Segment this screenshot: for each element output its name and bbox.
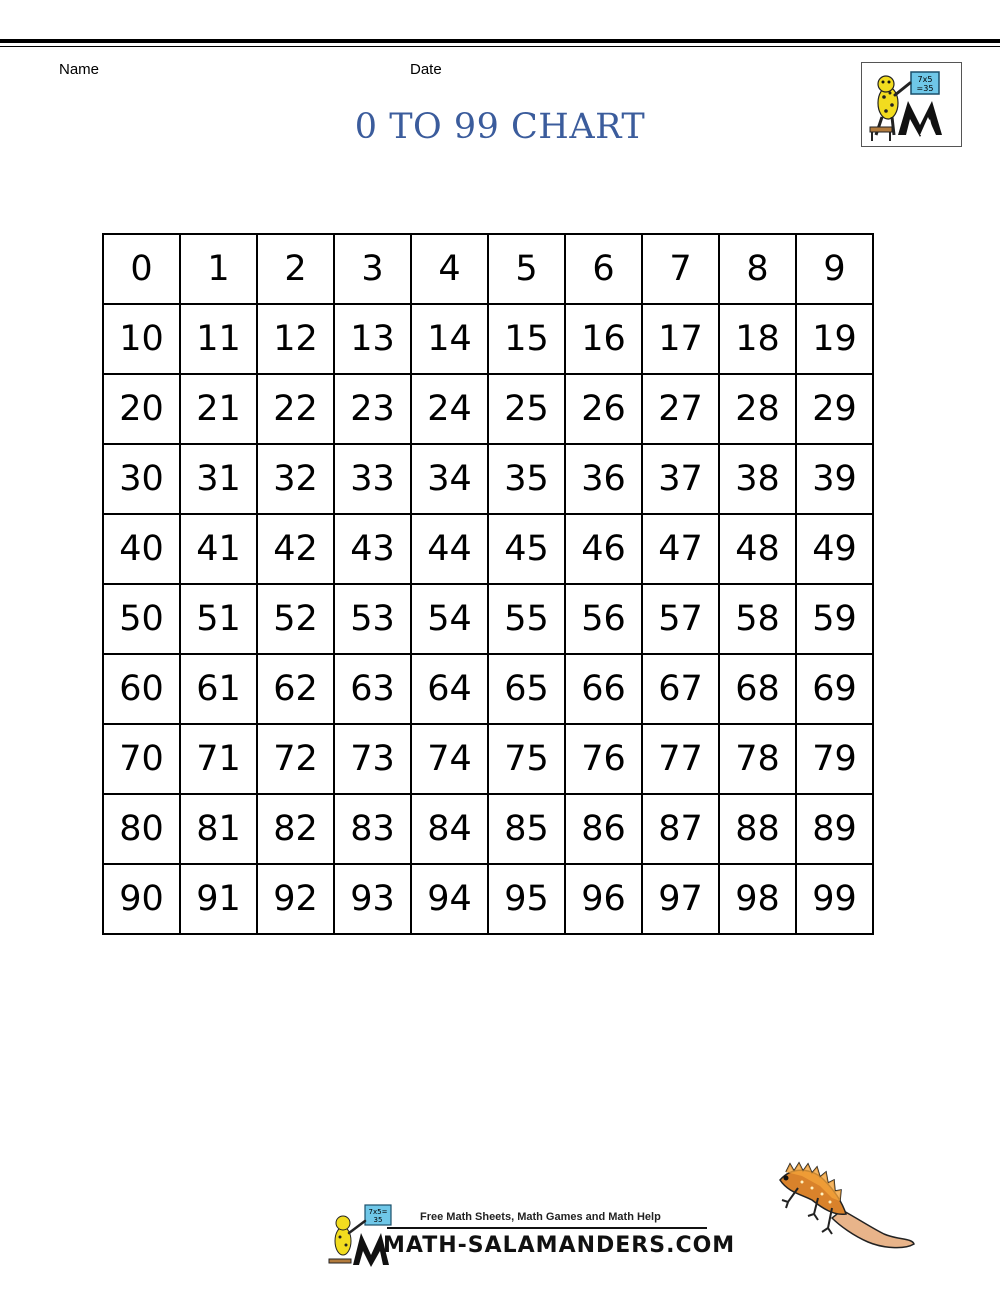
chart-cell — [565, 304, 642, 374]
chart-cell — [719, 304, 796, 374]
chart-cell — [796, 374, 873, 444]
chart-cell — [565, 794, 642, 864]
chart-cell — [103, 794, 180, 864]
chart-cell — [411, 794, 488, 864]
chart-cell-number: 11 — [196, 318, 241, 359]
chart-cell-number: 36 — [581, 458, 626, 499]
chart-cell — [642, 584, 719, 654]
chart-cell-number: 94 — [427, 878, 472, 919]
chart-cell — [565, 234, 642, 304]
chart-cell-number: 29 — [812, 388, 857, 429]
chart-cell — [796, 304, 873, 374]
name-label: Name — [59, 61, 100, 78]
chart-cell-number: 58 — [735, 598, 780, 639]
chart-cell — [565, 514, 642, 584]
chart-cell — [257, 234, 334, 304]
chart-cell-number: 10 — [119, 318, 164, 359]
chart-cell-number: 12 — [273, 318, 318, 359]
chart-cell-number: 24 — [427, 388, 472, 429]
chart-cell — [334, 234, 411, 304]
chart-cell-number: 59 — [812, 598, 857, 639]
chart-cell — [257, 654, 334, 724]
chart-cell — [642, 514, 719, 584]
chart-cell-number: 42 — [273, 528, 318, 569]
chart-cell — [488, 794, 565, 864]
chart-cell-number: 78 — [735, 738, 780, 779]
chart-cell-number: 74 — [427, 738, 472, 779]
chart-cell — [719, 514, 796, 584]
footer-site-name: MATH-SALAMANDERS.COM — [383, 1233, 736, 1258]
chart-cell-number: 55 — [504, 598, 549, 639]
chart-cell-number: 25 — [504, 388, 549, 429]
chart-cell — [411, 234, 488, 304]
chart-cell — [180, 724, 257, 794]
chart-cell — [488, 584, 565, 654]
chart-cell-number: 92 — [273, 878, 318, 919]
chart-cell — [103, 584, 180, 654]
number-chart — [102, 233, 874, 935]
chart-cell — [180, 794, 257, 864]
chart-cell-number: 77 — [658, 738, 703, 779]
chart-cell-number: 1 — [207, 248, 230, 289]
chart-cell-number: 17 — [658, 318, 703, 359]
chart-cell-number: 8 — [746, 248, 769, 289]
chart-row — [103, 584, 873, 654]
chart-cell — [565, 864, 642, 934]
chart-cell — [334, 444, 411, 514]
chart-cell-number: 9 — [823, 248, 846, 289]
date-label: Date — [410, 61, 442, 78]
chart-cell — [642, 864, 719, 934]
chart-cell-number: 80 — [119, 808, 164, 849]
chart-cell-number: 4 — [438, 248, 461, 289]
chart-cell-number: 38 — [735, 458, 780, 499]
chart-cell — [488, 514, 565, 584]
chart-cell-number: 26 — [581, 388, 626, 429]
chart-cell — [411, 444, 488, 514]
chart-cell-number: 35 — [504, 458, 549, 499]
chart-cell — [103, 374, 180, 444]
chart-cell — [334, 794, 411, 864]
chart-cell-number: 89 — [812, 808, 857, 849]
chart-cell-number: 57 — [658, 598, 703, 639]
top-rule-thick — [0, 39, 1000, 43]
chart-cell — [565, 374, 642, 444]
chart-cell-number: 84 — [427, 808, 472, 849]
chart-cell-number: 79 — [812, 738, 857, 779]
chart-cell — [642, 654, 719, 724]
chart-cell — [411, 304, 488, 374]
chart-cell — [642, 304, 719, 374]
chart-cell — [488, 864, 565, 934]
chart-cell-number: 61 — [196, 668, 241, 709]
chart-cell — [257, 444, 334, 514]
footer-board-top-text: 7x5= — [368, 1208, 388, 1216]
chart-cell-number: 70 — [119, 738, 164, 779]
chart-row — [103, 304, 873, 374]
footer-board-bottom-text: 35 — [373, 1216, 383, 1224]
chart-cell-number: 5 — [515, 248, 538, 289]
chart-cell-number: 27 — [658, 388, 703, 429]
chart-cell-number: 44 — [427, 528, 472, 569]
chart-cell-number: 91 — [196, 878, 241, 919]
chart-cell — [103, 724, 180, 794]
chart-cell-number: 41 — [196, 528, 241, 569]
chart-cell — [257, 514, 334, 584]
chart-cell — [796, 444, 873, 514]
chart-cell-number: 75 — [504, 738, 549, 779]
chart-cell-number: 96 — [581, 878, 626, 919]
chart-cell — [719, 654, 796, 724]
chart-cell-number: 88 — [735, 808, 780, 849]
chart-cell — [180, 514, 257, 584]
chart-cell — [411, 514, 488, 584]
chart-cell — [103, 864, 180, 934]
chart-cell — [642, 724, 719, 794]
chart-cell-number: 52 — [273, 598, 318, 639]
chart-cell — [334, 654, 411, 724]
chart-row — [103, 864, 873, 934]
chart-cell-number: 23 — [350, 388, 395, 429]
chart-cell — [488, 654, 565, 724]
chart-cell-number: 97 — [658, 878, 703, 919]
chart-cell — [257, 794, 334, 864]
chart-cell-number: 48 — [735, 528, 780, 569]
chart-cell — [642, 374, 719, 444]
chart-cell-number: 47 — [658, 528, 703, 569]
top-rule-thin — [0, 46, 1000, 47]
chart-cell — [334, 374, 411, 444]
chart-cell-number: 7 — [669, 248, 692, 289]
chart-cell-number: 73 — [350, 738, 395, 779]
chart-cell-number: 93 — [350, 878, 395, 919]
chart-cell-number: 28 — [735, 388, 780, 429]
chart-cell-number: 21 — [196, 388, 241, 429]
chart-cell-number: 34 — [427, 458, 472, 499]
chart-cell-number: 64 — [427, 668, 472, 709]
chart-cell — [719, 584, 796, 654]
chart-cell-number: 30 — [119, 458, 164, 499]
chart-cell — [796, 234, 873, 304]
chart-cell-number: 33 — [350, 458, 395, 499]
chart-cell — [642, 794, 719, 864]
chart-cell-number: 18 — [735, 318, 780, 359]
chart-cell-number: 86 — [581, 808, 626, 849]
chart-cell — [719, 234, 796, 304]
chart-cell — [334, 514, 411, 584]
chart-cell-number: 95 — [504, 878, 549, 919]
chart-cell — [719, 374, 796, 444]
chart-cell-number: 53 — [350, 598, 395, 639]
chart-cell-number: 99 — [812, 878, 857, 919]
chart-cell — [334, 864, 411, 934]
chart-cell — [180, 234, 257, 304]
chart-cell — [719, 864, 796, 934]
chart-cell-number: 56 — [581, 598, 626, 639]
page-title: 0 TO 99 CHART — [354, 107, 646, 147]
chart-cell-number: 90 — [119, 878, 164, 919]
chart-cell-number: 3 — [361, 248, 384, 289]
chart-cell-number: 46 — [581, 528, 626, 569]
chart-cell — [796, 514, 873, 584]
footer-tagline: Free Math Sheets, Math Games and Math Help — [420, 1211, 661, 1223]
chart-cell — [257, 584, 334, 654]
chart-cell — [103, 654, 180, 724]
chart-cell-number: 69 — [812, 668, 857, 709]
chart-cell-number: 6 — [592, 248, 615, 289]
chart-cell — [796, 794, 873, 864]
chart-cell-number: 43 — [350, 528, 395, 569]
chart-cell — [565, 584, 642, 654]
chart-cell-number: 68 — [735, 668, 780, 709]
chart-cell — [180, 864, 257, 934]
chart-cell — [257, 724, 334, 794]
chart-cell-number: 72 — [273, 738, 318, 779]
chart-cell-number: 37 — [658, 458, 703, 499]
chart-cell — [488, 374, 565, 444]
chart-cell-number: 16 — [581, 318, 626, 359]
chart-cell — [488, 234, 565, 304]
chart-cell-number: 40 — [119, 528, 164, 569]
chart-cell-number: 22 — [273, 388, 318, 429]
logo-board-top-text: 7x5 — [917, 75, 933, 84]
salamander-icon — [772, 1158, 917, 1253]
chart-cell-number: 87 — [658, 808, 703, 849]
chart-cell — [488, 444, 565, 514]
chart-cell-number: 32 — [273, 458, 318, 499]
chart-cell — [719, 724, 796, 794]
chart-cell-number: 31 — [196, 458, 241, 499]
chart-row — [103, 234, 873, 304]
chart-cell-number: 15 — [504, 318, 549, 359]
chart-cell-number: 62 — [273, 668, 318, 709]
chart-cell — [103, 304, 180, 374]
chart-cell-number: 49 — [812, 528, 857, 569]
chart-cell-number: 67 — [658, 668, 703, 709]
chart-row — [103, 374, 873, 444]
chart-cell-number: 45 — [504, 528, 549, 569]
chart-cell — [411, 724, 488, 794]
chart-cell-number: 63 — [350, 668, 395, 709]
chart-cell — [565, 444, 642, 514]
chart-cell-number: 50 — [119, 598, 164, 639]
chart-cell — [180, 304, 257, 374]
chart-cell-number: 66 — [581, 668, 626, 709]
chart-row — [103, 724, 873, 794]
chart-cell — [334, 724, 411, 794]
chart-cell — [796, 724, 873, 794]
chart-cell — [565, 654, 642, 724]
chart-cell-number: 54 — [427, 598, 472, 639]
chart-cell — [719, 444, 796, 514]
chart-cell — [180, 444, 257, 514]
chart-cell-number: 82 — [273, 808, 318, 849]
chart-cell-number: 19 — [812, 318, 857, 359]
chart-row — [103, 794, 873, 864]
header-logo — [861, 62, 962, 147]
chart-cell-number: 98 — [735, 878, 780, 919]
chart-cell — [334, 304, 411, 374]
chart-cell — [411, 584, 488, 654]
chart-cell — [257, 374, 334, 444]
chart-cell — [411, 654, 488, 724]
chart-cell — [257, 304, 334, 374]
chart-cell-number: 39 — [812, 458, 857, 499]
chart-row — [103, 444, 873, 514]
chart-cell — [565, 724, 642, 794]
logo-board-bottom-text: =35 — [916, 84, 934, 93]
chart-cell — [103, 514, 180, 584]
chart-cell — [411, 374, 488, 444]
chart-cell-number: 85 — [504, 808, 549, 849]
chart-cell-number: 81 — [196, 808, 241, 849]
salamander-teacher-icon — [862, 63, 961, 146]
chart-cell — [411, 864, 488, 934]
chart-cell-number: 20 — [119, 388, 164, 429]
chart-cell — [796, 864, 873, 934]
chart-cell — [180, 374, 257, 444]
chart-cell — [796, 654, 873, 724]
chart-cell-number: 83 — [350, 808, 395, 849]
chart-cell-number: 76 — [581, 738, 626, 779]
chart-cell-number: 2 — [284, 248, 307, 289]
chart-cell-number: 51 — [196, 598, 241, 639]
chart-row — [103, 654, 873, 724]
chart-cell-number: 65 — [504, 668, 549, 709]
chart-cell — [257, 864, 334, 934]
chart-cell-number: 71 — [196, 738, 241, 779]
chart-row — [103, 514, 873, 584]
chart-cell — [642, 234, 719, 304]
chart-cell — [488, 304, 565, 374]
chart-cell — [488, 724, 565, 794]
chart-cell — [180, 584, 257, 654]
chart-cell — [103, 444, 180, 514]
chart-cell-number: 14 — [427, 318, 472, 359]
chart-cell — [103, 234, 180, 304]
chart-cell — [180, 654, 257, 724]
chart-cell-number: 60 — [119, 668, 164, 709]
chart-cell-number: 0 — [130, 248, 153, 289]
chart-cell-number: 13 — [350, 318, 395, 359]
chart-cell — [719, 794, 796, 864]
chart-cell — [334, 584, 411, 654]
chart-cell — [796, 584, 873, 654]
chart-cell — [642, 444, 719, 514]
